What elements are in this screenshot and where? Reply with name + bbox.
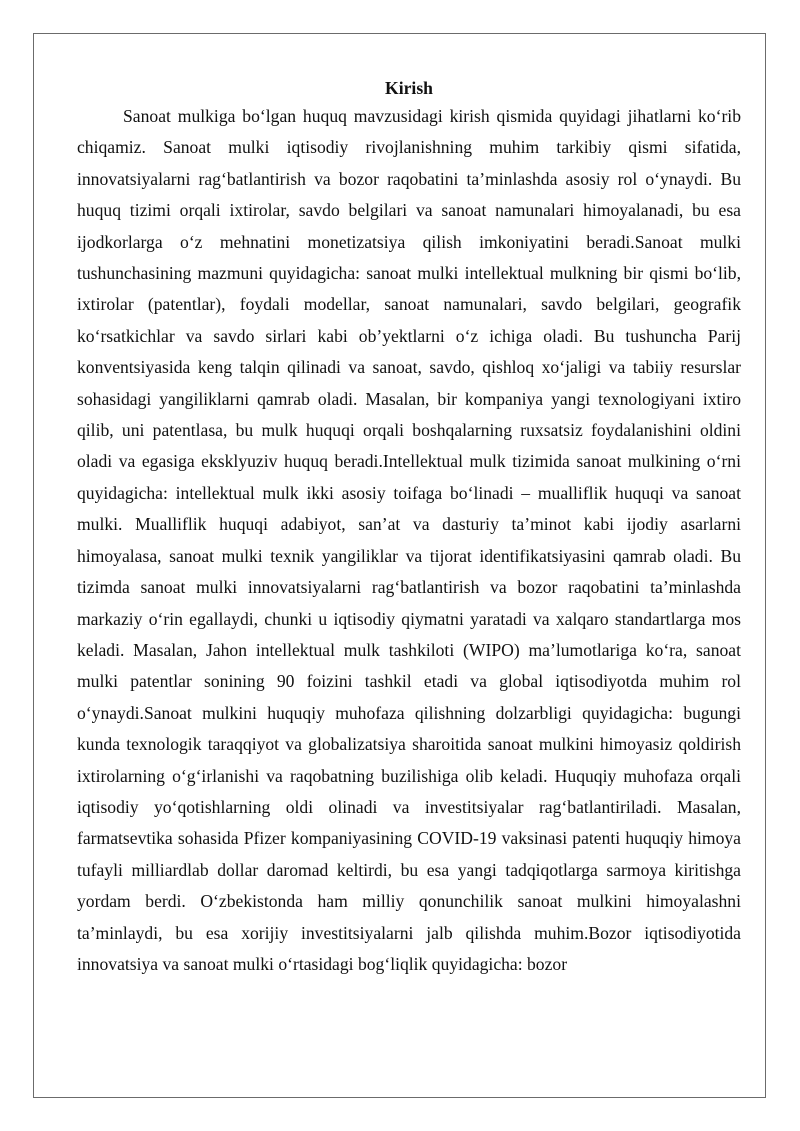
document-content (77, 75, 741, 980)
document-title: Kirish (385, 78, 433, 98)
body-paragraph: Sanoat mulkiga bo‘lgan huquq mavzusidagi kirish qismida quyidagi jihatlarni ko‘rib chiqamiz. Sanoat mulki iqtisodiy rivojlanishning muhim tarkibiy qismi sifatida, innovatsiyalarni rag‘batlantirish va bozor raqobatini ta’minlashda asosiy rol o‘ynaydi. Bu huquq tizimi orqali ixtirolar, savdo belgilari va sanoat namunalari himoyalanadi, bu esa ijodkorlarga o‘z mehnatini monetizatsiya qilish imkoniyatini beradi.Sanoat mulki tushunchasining mazmuni quyidagicha: sanoat mulki intellektual mulkning bir qismi bo‘lib, ixtirolar (patentlar), foydali modellar, sanoat namunalari, savdo belgilari, geografik ko‘rsatkichlar va savdo sirlari kabi ob’yektlarni o‘z ichiga oladi. Bu tushuncha Parij konventsiyasida keng talqin qilinadi va sanoat, savdo, qishloq xo‘jaligi va tabiiy resurslar sohasidagi yangiliklarni qamrab oladi. Masalan, bir kompaniya yangi texnologiyani ixtiro qilib, uni patentlasa, bu mulk huquqi orqali boshqalarning ruxsatsiz foydalanishini oldini oladi va egasiga eksklyuziv huquq beradi.Intellektual mulk tizimida sanoat mulkining o‘rni quyidagicha: intellektual mulk ikki asosiy toifaga bo‘linadi – mualliflik huquqi va sanoat mulki. Mualliflik huquqi adabiyot, san’at va dasturiy ta’minot kabi ijodiy asarlarni himoyalasa, sanoat mulki texnik yangiliklar va tijorat identifikatsiyasini qamrab oladi. Bu tizimda sanoat mulki innovatsiyalarni rag‘batlantirish va bozor raqobatini ta’minlashda markaziy o‘rin egallaydi, chunki u iqtisodiy qiymatni yaratadi va xalqaro standartlarga mos keladi. Masalan, Jahon intellektual mulk tashkiloti (WIPO) ma’lumotlariga ko‘ra, sanoat mulki patentlar sonining 90 foizini tashkil etadi va global iqtisodiyotda muhim rol o‘ynaydi.Sanoat mulkini huquqiy muhofaza qilishning dolzarbligi quyidagicha: bugungi kunda texnologik taraqqiyot va globalizatsiya sharoitida sanoat mulkini himoyasiz qoldirish ixtirolarning o‘g‘irlanishi va raqobatning buzilishiga olib keladi. Huquqiy muhofaza orqali iqtisodiy yo‘qotishlarning oldi olinadi va investitsiyalar rag‘batlantiriladi. Masalan, farmatsevtika sohasida Pfizer kompaniyasining COVID-19 vaksinasi patenti huquqiy himoya tufayli milliardlab dollar daromad keltirdi, bu esa yangi tadqiqotlarga sarmoya kiritishga yordam berdi. O‘zbekistonda ham milliy qonunchilik sanoat mulkini himoyalashni ta’minlaydi, bu esa xorijiy investitsiyalarni jalb qilishda muhim.Bozor iqtisodiyotida innovatsiya va sanoat mulki o‘rtasidagi bog‘liqlik quyidagicha: bozor (77, 106, 741, 974)
